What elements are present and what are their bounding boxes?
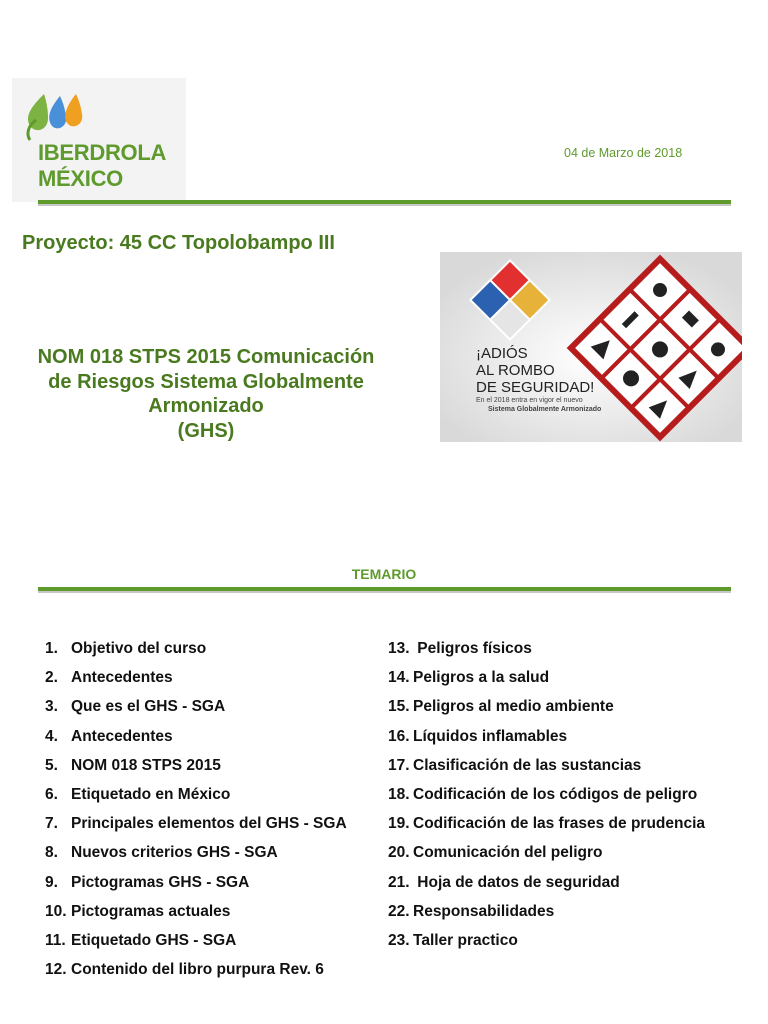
temario-item-text: Clasificación de las sustancias bbox=[413, 756, 642, 774]
nom-title-line-4: (GHS) bbox=[177, 419, 235, 442]
temario-item bbox=[388, 757, 641, 775]
temario-item-number: 23. bbox=[388, 932, 410, 949]
nom-title bbox=[4, 345, 408, 443]
temario-item-text: Pictogramas GHS - SGA bbox=[71, 873, 250, 891]
temario-item-number: 9. bbox=[45, 873, 58, 891]
temario-item bbox=[45, 640, 206, 658]
temario-divider bbox=[38, 587, 731, 591]
temario-item-text: Codificación de los códigos de peligro bbox=[413, 786, 698, 803]
temario-item-number: 1. bbox=[45, 640, 58, 657]
temario-item-text: Codificación de las frases de prudencia bbox=[413, 815, 706, 833]
nom-title-line-2: de Riesgos Sistema Globalmente bbox=[48, 370, 364, 393]
temario-item-text: Objetivo del curso bbox=[71, 640, 207, 657]
temario-item bbox=[45, 903, 230, 921]
temario-item-text: Peligros al medio ambiente bbox=[413, 698, 614, 716]
temario-title: TEMARIO bbox=[351, 566, 417, 582]
temario-item-number: 17. bbox=[388, 756, 410, 774]
temario-item-number: 5. bbox=[45, 756, 58, 774]
logo-line-2: MÉXICO bbox=[38, 166, 123, 191]
temario-item-number: 20. bbox=[388, 844, 410, 862]
document-date: 04 de Marzo de 2018 bbox=[564, 146, 683, 160]
temario-item bbox=[388, 728, 567, 746]
temario-item-text: Peligros a la salud bbox=[413, 669, 550, 687]
nom-title-line-3: Armonizado bbox=[148, 395, 264, 417]
temario-item bbox=[388, 698, 614, 716]
temario-item-text: Peligros físicos bbox=[413, 640, 532, 657]
temario-item-text: Contenido del libro purpura Rev. 6 bbox=[71, 961, 324, 979]
temario-item-text: Etiquetado en México bbox=[71, 786, 231, 803]
temario-item bbox=[388, 874, 620, 892]
temario-item-number: 18. bbox=[388, 786, 410, 803]
temario-item bbox=[45, 874, 249, 892]
graphic-small-2: Sistema Globalmente Armonizado bbox=[488, 406, 602, 413]
temario-item bbox=[388, 786, 697, 804]
temario-item-text: Antecedentes bbox=[71, 727, 173, 745]
temario-item-number: 8. bbox=[45, 844, 58, 862]
graphic-line-3: DE SEGURIDAD! bbox=[476, 379, 595, 396]
temario-item-text: Que es el GHS - SGA bbox=[71, 698, 226, 716]
temario-item-text: Etiquetado GHS - SGA bbox=[71, 932, 237, 949]
temario-item-text: Hoja de datos de seguridad bbox=[413, 873, 620, 891]
temario-item bbox=[45, 932, 236, 950]
temario-item bbox=[45, 961, 324, 979]
temario-item-text: Taller practico bbox=[413, 932, 518, 949]
temario-item-number: 10. bbox=[45, 902, 67, 920]
graphic-small-1: En el 2018 entra en vigor el nuevo bbox=[476, 397, 583, 404]
temario-item bbox=[388, 932, 518, 950]
temario-item bbox=[45, 698, 225, 716]
temario-item-number: 22. bbox=[388, 902, 410, 920]
ghs-promo-graphic bbox=[440, 252, 742, 442]
temario-item-number: 19. bbox=[388, 815, 410, 833]
temario-item-number: 2. bbox=[45, 669, 58, 687]
temario-item bbox=[388, 903, 554, 921]
iberdrola-logo bbox=[12, 78, 186, 202]
temario-item-number: 7. bbox=[45, 815, 58, 833]
temario-item-number: 12. bbox=[45, 961, 67, 979]
temario-item-number: 13. bbox=[388, 640, 410, 657]
temario-item-number: 16. bbox=[388, 727, 410, 745]
temario-item-text: Antecedentes bbox=[71, 669, 173, 687]
temario-item bbox=[388, 815, 705, 833]
temario-item-number: 11. bbox=[45, 932, 66, 949]
temario-item-number: 3. bbox=[45, 698, 58, 716]
temario-item bbox=[45, 844, 278, 862]
temario-item bbox=[45, 757, 221, 775]
temario-item bbox=[388, 669, 549, 687]
temario-item-number: 15. bbox=[388, 698, 410, 716]
project-title: Proyecto: 45 CC Topolobampo III bbox=[22, 232, 335, 254]
temario-item-text: Nuevos criterios GHS - SGA bbox=[71, 844, 278, 862]
temario-item-text: Principales elementos del GHS - SGA bbox=[71, 815, 347, 833]
temario-item-text: NOM 018 STPS 2015 bbox=[71, 756, 221, 774]
temario-item bbox=[45, 815, 347, 833]
temario-item-number: 14. bbox=[388, 669, 410, 687]
temario-item-text: Pictogramas actuales bbox=[71, 902, 231, 920]
temario-item-text: Comunicación del peligro bbox=[413, 844, 603, 862]
temario-item-number: 21. bbox=[388, 873, 410, 891]
temario-item bbox=[388, 844, 602, 862]
temario-item-text: Responsabilidades bbox=[413, 902, 555, 920]
temario-item bbox=[388, 640, 532, 658]
temario-item-number: 6. bbox=[45, 786, 58, 803]
logo-line-1: IBERDROLA bbox=[38, 140, 167, 165]
temario-item bbox=[45, 786, 230, 804]
graphic-line-2: AL ROMBO bbox=[476, 362, 555, 379]
temario-item bbox=[45, 669, 173, 687]
temario-item-text: Líquidos inflamables bbox=[413, 727, 568, 745]
temario-item bbox=[45, 728, 173, 746]
temario-item-number: 4. bbox=[45, 727, 58, 745]
nom-title-line-1: NOM 018 STPS 2015 Comunicación bbox=[37, 346, 375, 368]
graphic-line-1: ¡ADIÓS bbox=[476, 345, 528, 362]
header-divider bbox=[38, 200, 731, 204]
